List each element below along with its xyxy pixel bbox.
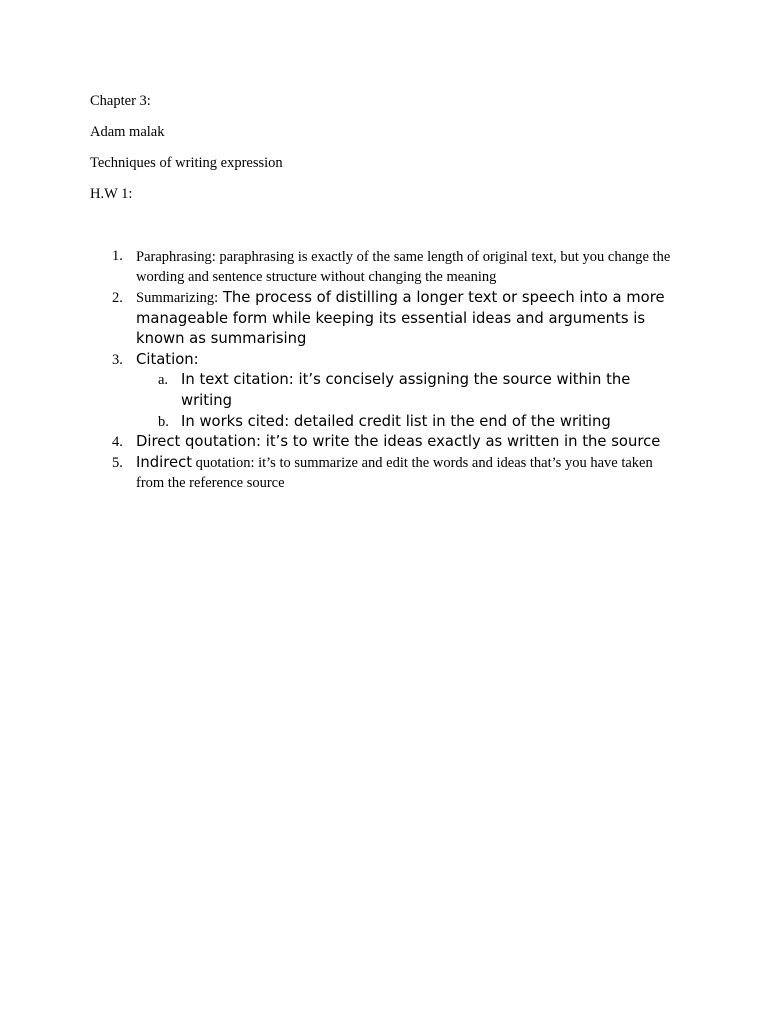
homework-label: H.W 1: — [90, 186, 133, 202]
sub-item-works-cited — [158, 412, 681, 433]
term-definition: paraphrasing is exactly of the same length of original text, but you change the wording and sentence structure without changing the meaning — [136, 249, 671, 285]
list-item-indirect-quotation — [112, 453, 681, 494]
sub-item-text: In works cited: detailed credit list in the end of the writing — [181, 412, 611, 430]
term-label: Paraphrasing: — [136, 249, 216, 265]
list-marker: 1. — [112, 248, 123, 264]
author-name: Adam malak — [90, 124, 165, 140]
sub-item-in-text-citation — [158, 370, 681, 411]
list-marker: 5. — [112, 454, 123, 471]
techniques-list — [0, 246, 768, 494]
list-item-paraphrasing — [112, 246, 681, 287]
sub-item-text: In text citation: it’s concisely assigning the source within the writing — [181, 371, 631, 409]
list-item-citation — [112, 350, 681, 371]
sub-list-marker: b. — [158, 413, 169, 430]
list-item-summarizing — [112, 288, 681, 350]
course-title: Techniques of writing expression — [90, 155, 283, 171]
term-label: Summarizing: — [136, 290, 219, 306]
sub-list-marker: a. — [158, 372, 169, 389]
term-definition: Direct qoutation: it’s to write the ideas exactly as written in the source — [136, 433, 661, 451]
term-definition: quotation: it’s to summarize and edit the words and ideas that’s you have taken from the reference source — [136, 454, 653, 492]
term-label: Indirect — [136, 453, 193, 471]
list-marker: 4. — [112, 434, 123, 451]
list-item-direct-quotation — [112, 432, 681, 453]
term-definition: The process of distilling a longer text or speech into a more manageable form while keeping its essential ideas and arguments is known as summarising — [136, 289, 665, 348]
list-marker: 2. — [112, 290, 123, 306]
term-label: Citation: — [136, 350, 199, 368]
list-marker: 3. — [112, 351, 123, 368]
chapter-heading: Chapter 3: — [90, 93, 151, 109]
